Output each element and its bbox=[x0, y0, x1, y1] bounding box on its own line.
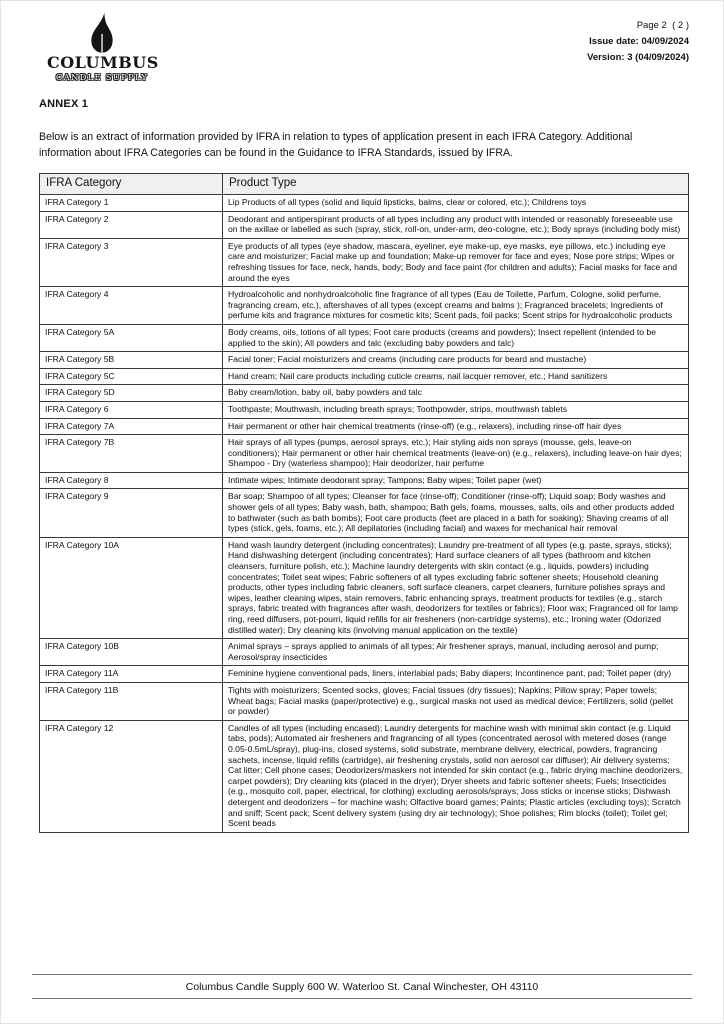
table-row bbox=[40, 472, 689, 489]
table-row bbox=[40, 211, 689, 238]
ifra-category-cell: IFRA Category 4 bbox=[40, 287, 223, 325]
table-row bbox=[40, 324, 689, 351]
table-row bbox=[40, 352, 689, 369]
page-header bbox=[1, 1, 723, 83]
ifra-category-cell: IFRA Category 5A bbox=[40, 324, 223, 351]
product-type-cell: Hydroalcoholic and nonhydroalcoholic fine fragrance of all types (Eau de Toilette, Parfum, Cologne, solid perfume, fragrancing cream, etc.), aftershaves of all types (except creams and balms ); Fragranced bracelets; Ingredients of perfume kits and fragrance mixtures for cosmetic kits; Scent pads, foil packs; Scent strips for hydroalcoholic products bbox=[223, 287, 689, 325]
document-meta bbox=[587, 12, 689, 66]
version-label: Version: 3 (04/09/2024) bbox=[587, 52, 689, 63]
ifra-category-table bbox=[39, 173, 689, 833]
ifra-category-cell: IFRA Category 9 bbox=[40, 489, 223, 537]
table-row bbox=[40, 682, 689, 720]
product-type-cell: Hand wash laundry detergent (including concentrates); Laundry pre-treatment of all types (e.g. paste, sprays, sticks); Hand dishwashing detergent (including concentrates); Hard surface cleaners of all types (bathroom and kitchen cleansers, furniture polish, etc.); Machine laundry detergents with skin contact (e.g., liquids, powders) including concentrates; Toilet seat wipes; Fabric softeners of all types excluding fabric softener sheets; Household cleaning products, other types including fabric cleaners, soft surface cleaners, carpet cleaners, furniture polishes sprays and wipes, leather cleaning wipes, stain removers, fabric enhancing sprays, treatment products for textiles (e.g., starch sprays, fabric treated with fragrances after wash, deodorizers for textiles or fabrics); Floor wax; Fragranced oil for lamp ring, reed diffusers, pot-pourri, liquid refills for air fresheners (non-cartridge systems), etc.; Ironing water (Odorized distilled water); Dry cleaning kits (involving manual application on the textile) bbox=[223, 537, 689, 638]
ifra-category-cell: IFRA Category 5B bbox=[40, 352, 223, 369]
ifra-category-cell: IFRA Category 10A bbox=[40, 537, 223, 638]
ifra-category-cell: IFRA Category 7A bbox=[40, 418, 223, 435]
ifra-category-cell: IFRA Category 6 bbox=[40, 401, 223, 418]
table-row bbox=[40, 238, 689, 286]
table-row bbox=[40, 195, 689, 212]
product-type-cell: Body creams, oils, lotions of all types; Foot care products (creams and powders); Insect repellent (intended to be applied to the skin); All powders and talc (excluding baby powders and talc) bbox=[223, 324, 689, 351]
table-row bbox=[40, 418, 689, 435]
product-type-cell: Animal sprays – sprays applied to animals of all types; Air freshener sprays, manual, including aerosol and pump; Aerosol/spray insecticides bbox=[223, 639, 689, 666]
ifra-category-cell: IFRA Category 5D bbox=[40, 385, 223, 402]
product-type-cell: Hand cream; Nail care products including cuticle creams, nail lacquer remover, etc.; Hand sanitizers bbox=[223, 368, 689, 385]
column-header-product-type: Product Type bbox=[223, 174, 689, 195]
table-row bbox=[40, 720, 689, 832]
table-row bbox=[40, 368, 689, 385]
logo-title: COLUMBUS bbox=[47, 53, 159, 72]
column-header-ifra-category: IFRA Category bbox=[40, 174, 223, 195]
product-type-cell: Eye products of all types (eye shadow, mascara, eyeliner, eye make-up, eye masks, eye pillows, etc.) including eye care and moisturizer; Facial make up and foundation; Make-up remover for face and eyes; Nose pore strips; Wipes or refreshing tissues for face, neck, hands, body; Body and face paint (for children and adults); Facial masks for face and around the eyes bbox=[223, 238, 689, 286]
ifra-category-cell: IFRA Category 1 bbox=[40, 195, 223, 212]
product-type-cell: Feminine hygiene conventional pads, liners, interlabial pads; Baby diapers; Incontinence pant, pad; Toilet paper (dry) bbox=[223, 666, 689, 683]
product-type-cell: Bar soap; Shampoo of all types; Cleanser for face (rinse-off); Conditioner (rinse-off); Liquid soap; Body washes and shower gels of all types; Baby wash, bath, shampoo; Bath gels, foams, mousses, salts, oils and other products added to bathwater (such as bath bombs); Foot care products (feet are placed in a bath for soaking); Shaving creams of all types (stick, gels, foams, etc.); All depilatories (including facial) and waxes for mechanical hair removal bbox=[223, 489, 689, 537]
page-number: Page 2 ( 2 ) bbox=[636, 20, 689, 31]
ifra-category-cell: IFRA Category 10B bbox=[40, 639, 223, 666]
product-type-cell: Deodorant and antiperspirant products of all types including any product with intended or reasonably foreseeable use on the axillae or labelled as such (spray, stick, roll-on, under-arm, deo-cologne, etc.); Body sprays (including body mist) bbox=[223, 211, 689, 238]
table-row bbox=[40, 666, 689, 683]
table-row bbox=[40, 489, 689, 537]
product-type-cell: Hair permanent or other hair chemical treatments (rinse-off) (e.g., relaxers), including rinse-off hair dyes bbox=[223, 418, 689, 435]
ifra-category-cell: IFRA Category 2 bbox=[40, 211, 223, 238]
ifra-category-cell: IFRA Category 3 bbox=[40, 238, 223, 286]
ifra-category-cell: IFRA Category 7B bbox=[40, 435, 223, 473]
table-row bbox=[40, 385, 689, 402]
ifra-table-body bbox=[40, 195, 689, 833]
table-row bbox=[40, 287, 689, 325]
ifra-category-cell: IFRA Category 11A bbox=[40, 666, 223, 683]
footer-address: Columbus Candle Supply 600 W. Waterloo St. Canal Winchester, OH 43110 bbox=[32, 974, 692, 999]
table-row bbox=[40, 537, 689, 638]
flame-icon bbox=[47, 12, 157, 56]
issue-date: Issue date: 04/09/2024 bbox=[589, 36, 689, 47]
product-type-cell: Lip Products of all types (solid and liquid lipsticks, balms, clear or colored, etc.); Childrens toys bbox=[223, 195, 689, 212]
product-type-cell: Toothpaste; Mouthwash, including breath sprays; Toothpowder, strips, mouthwash tablets bbox=[223, 401, 689, 418]
product-type-cell: Hair sprays of all types (pumps, aerosol sprays, etc.); Hair styling aids non sprays (mousse, gels, leave-on conditioners); Hair permanent or other hair chemical treatments (leave-on) (e.g., relaxers), including leave-on hair dyes; Shampoo - Dry (waterless shampoo); Hair deodorizer, hair perfume bbox=[223, 435, 689, 473]
product-type-cell: Tights with moisturizers; Scented socks, gloves; Facial tissues (dry tissues); Napkins; Pillow spray; Paper towels; Wheat bags; Facial masks (paper/protective) e.g., surgical masks not used as medical device; Fertilizers, solid (pellet or powder) bbox=[223, 682, 689, 720]
logo-subtitle: CANDLE SUPPLY bbox=[55, 73, 149, 83]
annex-title: ANNEX 1 bbox=[39, 98, 89, 110]
table-header-row bbox=[40, 174, 689, 195]
product-type-cell: Candles of all types (including encased); Laundry detergents for machine wash with minimal skin contact (e.g. Liquid tabs, pods); Automated air fresheners and fragrancing of all types (concentrated aerosol with metered doses (range 0.05-0.5mL/spray), plug-ins, closed systems, solid substrate, membrane delivery, electrical, powders, fragrancing sachets, incense, liquid refills (cartridge), air freshening crystals, solid non aerosol car diffuser); Air delivery systems; Cat litter; Cell phone cases; Deodorizers/maskers not intended for skin contact (e.g., fabric drying machine deodorizers, carpet powders); Dry cleaning kits (placed in the dryer); Dryer sheets and fabric softener sheets; Fuels; Insecticides (e.g., mosquito coil, paper, electrical, for clothing) excluding aerosols/sprays; Joss sticks or incense sticks; Dishwash detergent and deodorizers – for machine wash; Olfactive board games; Paints; Plastic articles (excluding toys); Scratch and sniff; Scent pack; Scent delivery system (using dry air technology); Shoe polishes; Rim blocks (toilet); Toilet gel; Scent beads bbox=[223, 720, 689, 832]
intro-paragraph: Below is an extract of information provided by IFRA in relation to types of application present in each IFRA Category. Additional information about IFRA Categories can be found in the Guidance to IFRA Standards, issued by IFRA. bbox=[39, 131, 633, 159]
ifra-category-cell: IFRA Category 8 bbox=[40, 472, 223, 489]
product-type-cell: Baby cream/lotion, baby oil, baby powders and talc bbox=[223, 385, 689, 402]
product-type-cell: Facial toner; Facial moisturizers and creams (including care products for beard and mustache) bbox=[223, 352, 689, 369]
ifra-category-cell: IFRA Category 11B bbox=[40, 682, 223, 720]
table-row bbox=[40, 639, 689, 666]
ifra-category-cell: IFRA Category 5C bbox=[40, 368, 223, 385]
table-row bbox=[40, 401, 689, 418]
product-type-cell: Intimate wipes; Intimate deodorant spray; Tampons; Baby wipes; Toilet paper (wet) bbox=[223, 472, 689, 489]
ifra-category-cell: IFRA Category 12 bbox=[40, 720, 223, 832]
table-row bbox=[40, 435, 689, 473]
columbus-logo bbox=[47, 12, 157, 83]
